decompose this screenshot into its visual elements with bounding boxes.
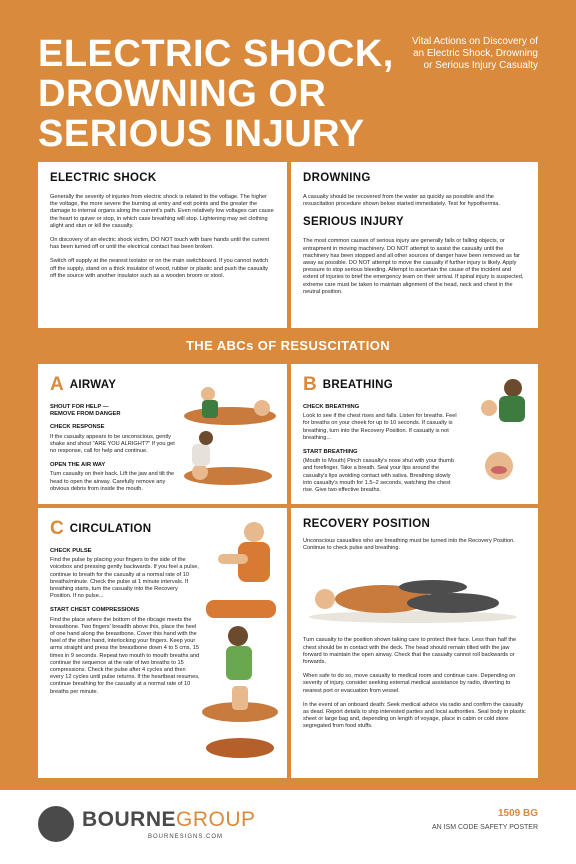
- circulation-step-1-title: CHECK PULSE: [50, 548, 92, 554]
- drowning-panel: [291, 162, 538, 328]
- serious-injury-para: The most common causes of serious injury are generally falls or falling objects, or entrapment in moving machinery. DO NOT attempt to assist the casualty until the machinery has been stopped and all other sources of danger have been removed as far away as possible. DO NOT attempt to move the casualty if further injury is likely. Apply pressure to stop serious bleeding. Attempt to ascertain the cause of the incident and extent of injuries to brief the emergency team on their arrival. If spinal injury is suspected, extreme care must be taken to maintain alignment of the head, neck and chest in the neutral position.: [303, 238, 524, 295]
- serious-injury-heading: SERIOUS INJURY: [303, 216, 404, 229]
- recovery-para-3: When safe to do so, move casualty to medical room and continue care. Depending on severity of injury, consider seeking external medical assistance by radio, diverting to nearest port or evacuation from vessel.: [303, 673, 516, 694]
- airway-step-1: SHOUT FOR HELP — REMOVE FROM DANGER: [50, 404, 121, 418]
- recovery-para-1: Unconscious casualties who are breathing must be turned into the Recovery Position. Continue to check pulse and breathing.: [303, 538, 515, 552]
- circulation-heading: CIRCULATION: [69, 523, 152, 535]
- poster-title: [38, 34, 418, 154]
- brand-bold: BOURNE: [82, 808, 177, 831]
- drowning-para: A casualty should be recovered from the water as quickly as possible and the resuscitation procedure shown below started immediately. Test for hypothermia.: [303, 194, 500, 208]
- breathing-step-1-title: CHECK BREATHING: [303, 404, 360, 410]
- circulation-letter: C: [50, 518, 64, 539]
- airway-illustration: [178, 372, 282, 496]
- airway-step-3-title: OPEN THE AIR WAY: [50, 462, 106, 469]
- breathing-letter: B: [303, 374, 317, 395]
- airway-step-2-title: CHECK RESPONSE: [50, 424, 105, 431]
- electric-shock-panel: [38, 162, 287, 328]
- drowning-heading: DROWNING: [303, 172, 371, 184]
- brand-url: BOURNESIGNS.COM: [148, 834, 224, 840]
- breathing-step-2-text: (Mouth to Mouth) Pinch casualty's nose shut with your thumb and forefinger. Take a breath. Seal your lips around the casualty's lips avoiding contact with saliva. Breathing slowly into casualty's mouth for 1.5–2 seconds, watching the chest rise. Give two effective breaths.: [303, 458, 454, 494]
- airway-panel: [38, 364, 287, 504]
- breathing-illustration: [469, 374, 533, 498]
- poster-subtitle: Vital Actions on Discovery of an Electric Shock, Drowning or Serious Injury Casualty: [412, 36, 538, 71]
- recovery-para-2: Turn casualty to the position shown taking care to protect their face. Less than half the chest should be in contact with the deck. The head should remain tilted with the jaw forward to maintain the open airway. Check that the casualty cannot roll backwards or forwards.: [303, 637, 517, 666]
- breathing-panel: [291, 364, 538, 504]
- circulation-panel: [38, 508, 287, 778]
- bourne-logo-icon: [38, 806, 74, 842]
- title-line-1: ELECTRIC SHOCK,: [38, 33, 394, 75]
- poster-code-subtitle: AN ISM CODE SAFETY POSTER: [431, 824, 538, 831]
- recovery-heading: RECOVERY POSITION: [303, 518, 431, 530]
- breathing-step-2-title: START BREATHING: [303, 449, 358, 456]
- brand-light: GROUP: [176, 808, 256, 831]
- title-line-3: SERIOUS INJURY: [38, 113, 365, 155]
- airway-step-2-text: If the casualty appears to be unconscious, gently shake and shout "ARE YOU ALRIGHT?" If you get no response, call for help and continue.: [50, 433, 175, 455]
- recovery-illustration: [303, 559, 523, 629]
- electric-shock-heading: ELECTRIC SHOCK: [50, 172, 157, 184]
- footer: [0, 790, 576, 864]
- recovery-panel: [291, 508, 538, 778]
- electric-shock-para-2: On discovery of an electric shock victim, DO NOT touch with bare hands until the current has been turned off or until the electrical contact has been broken.: [50, 237, 270, 251]
- brand-name: [82, 808, 256, 832]
- circulation-step-2-title: START CHEST COMPRESSIONS: [50, 607, 140, 614]
- breathing-heading: BREATHING: [322, 379, 393, 391]
- abc-title: THE ABCs OF RESUSCITATION: [185, 338, 391, 353]
- airway-step-3-text: Turn casualty on their back. Lift the jaw and tilt the head to open the airway. Carefully remove any obvious debris from inside the mouth.: [50, 471, 175, 492]
- recovery-para-4: In the event of an onboard death: Seek medical advice via radio and confirm the casualty as dead. Report details to ship interested parties and local authorities. Seal body in plastic sheet or large bag and, depending on length of voyage, place in cabin or cold store segregated from food stuffs.: [303, 701, 526, 730]
- circulation-illustration: [198, 516, 282, 772]
- circulation-step-2-text: Find the place where the bottom of the ribcage meets the breastbone. Two fingers' breadth above this, place the heel of one hand along the breastbone. Cover this hand with the heel of the other hand, interlocking your fingers. Keep your arms straight and press the breastbone down 4 to 5 cms, 15 times in 9 seconds. Repeat two mouth to mouth breaths and continue the sequence at the rate of two breaths to 15 compressions. Check the pulse after 4 cycles and then every 12 cycles until pulse returns. If the heartbeat resumes, continue breathing for the casualty at a normal rate of 10 breaths per minute.: [50, 616, 200, 695]
- poster-code: 1509 BG: [497, 808, 538, 819]
- breathing-step-1-text: Look to see if the chest rises and falls. Listen for breaths. Feel for breaths on your cheek for up to 10 seconds. If casualty is breathing, turn into the Recovery Position. If casualty is not breathing...: [303, 413, 457, 441]
- electric-shock-para-3: Switch off supply at the nearest isolator or on the main switchboard. If you cannot switch off the supply, stand on a thick insulator of wood, rubber or plastic and push the casualty off the source with another insulator such as a wooden broom or stool.: [50, 258, 269, 279]
- circulation-step-1-text: Find the pulse by placing your fingers to the side of the voicebox and pressing gently backwards. If you feel a pulse, continue to breath for the casualty at a normal rate of 10 breaths/minute. Check the pulse at 1 minute intervals. If breathing starts, turn the casualty into the Recovery Position. If no pulse...: [50, 557, 199, 600]
- airway-letter: A: [50, 374, 64, 395]
- electric-shock-para-1: Generally the severity of injuries from electric shock is related to the voltage. The higher the voltage, the more severe the burning at entry and exit points and the greater the damage to internal organs along the current's path. Even relatively low voltages can cause the heart to quiver or stop, in which case breathing will stop. Lightening may set clothing alight and stun or kill the casualty.: [50, 194, 274, 229]
- airway-heading: AIRWAY: [69, 379, 117, 391]
- title-line-2: DROWNING OR: [38, 73, 327, 115]
